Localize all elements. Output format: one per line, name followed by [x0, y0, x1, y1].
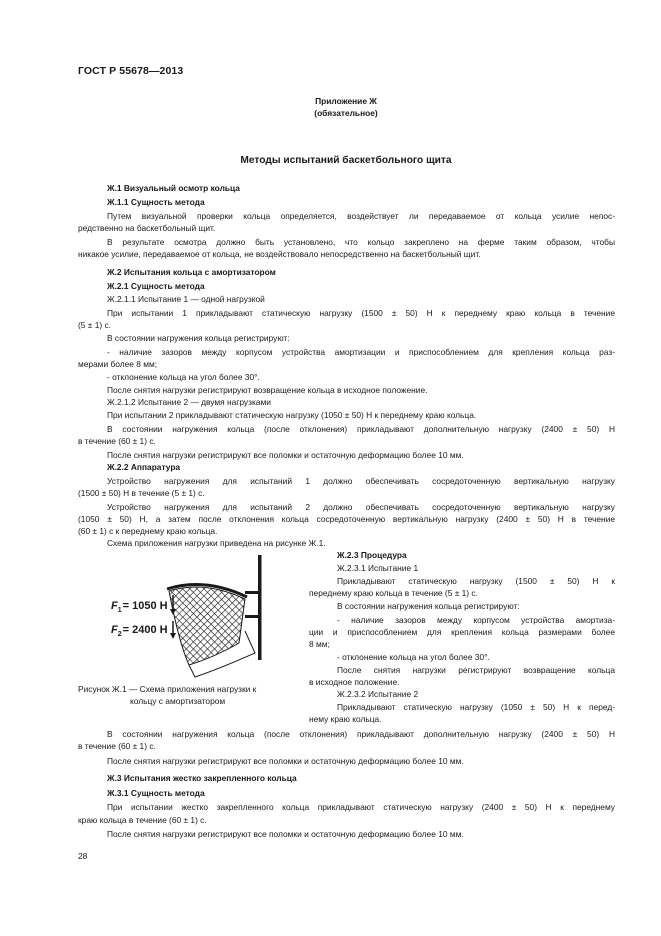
paragraph-line: краю кольца в течение (60 ± 1) с.	[78, 815, 207, 825]
net	[169, 587, 245, 665]
paragraph-line: После снятия нагрузки регистрируют возвращение кольца в исходное положение.	[107, 385, 428, 395]
paragraph-line: нему краю кольца.	[309, 714, 382, 724]
paragraph-line: В результате осмотра должно быть установлено, что кольцо закреплено на ферме таким образом, чтобы	[107, 237, 615, 247]
paragraph-line: (1050 ± 50) Н, а затем после отклонения кольца сосредоточенную вертикальную нагрузку (2400 ± 50) Н в течение	[78, 514, 615, 524]
subsection-heading: Ж.3.1 Сущность метода	[107, 788, 205, 798]
paragraph-line: - наличие зазоров между корпусом устройства амортиза-	[337, 615, 615, 625]
mount-bracket	[245, 615, 259, 618]
appendix-subtitle: (обязательное)	[314, 108, 378, 118]
subsection-heading: Ж.2.2 Аппаратура	[107, 462, 181, 472]
paragraph-line: При испытании жестко закрепленного кольца прикладывают статическую нагрузку (2400 ± 50) Н к переднему	[107, 802, 615, 812]
section-heading: Ж.2 Испытания кольца с амортизатором	[107, 267, 276, 277]
paragraph-line: редственно на баскетбольный щит.	[78, 223, 216, 233]
force-label-f1: $F_1= 1050$ Н	[111, 600, 168, 614]
paragraph-line: В состоянии нагружения кольца регистрируют:	[337, 601, 520, 611]
paragraph-line: Путем визуальной проверки кольца определяется, воздействует ли передаваемое от кольца усилие непос-	[107, 211, 615, 221]
section-heading: Ж.3 Испытания жестко закрепленного кольца	[107, 773, 297, 783]
paragraph-line: - наличие зазоров между корпусом устройства амортизации и приспособлением для крепления кольца раз-	[107, 347, 615, 357]
subsection-heading: Ж.2.3 Процедура	[337, 550, 407, 560]
paragraph-line: в исходное положение.	[309, 677, 400, 687]
figure-basket-ring-diagram	[105, 553, 275, 678]
appendix-title: Приложение Ж	[315, 96, 377, 106]
paragraph-line: В состоянии нагружения кольца (после отклонения) прикладывают дополнительную нагрузку (2400 ± 50) Н	[107, 424, 615, 434]
paragraph-line: в течение (60 ± 1) с.	[78, 436, 156, 446]
page-number: 28	[78, 851, 88, 861]
paragraph-line: После снятия нагрузки регистрируют возвращение кольца	[337, 665, 615, 675]
paragraph-line: В состоянии нагружения кольца регистрируют:	[107, 333, 290, 343]
section-heading: Ж.1 Визуальный осмотр кольца	[107, 183, 240, 193]
paragraph-line: - отклонение кольца на угол более 30°.	[337, 652, 490, 662]
paragraph-line: Прикладывают статическую нагрузку (1500 ± 50) Н к	[337, 576, 615, 586]
paragraph-line: После снятия нагрузки регистрируют все поломки и остаточную деформацию более 10 мм.	[107, 829, 464, 839]
paragraph-line: ции и приспособлением для крепления кольца размерами более	[309, 627, 615, 637]
paragraph-line: Устройство нагружения для испытаний 2 должно обеспечивать сосредоточенную вертикальную нагрузку	[107, 502, 615, 512]
document-title: Методы испытаний баскетбольного щита	[240, 155, 452, 166]
paragraph-line: никакое усилие, передаваемое от кольца, не воздействовало непосредственно на баскетбольный щит.	[78, 249, 481, 259]
backboard-post	[258, 555, 262, 660]
clause-heading: Ж.2.1.2 Испытание 2 — двумя нагрузками	[107, 397, 271, 407]
paragraph-line: После снятия нагрузки регистрируют все поломки и остаточную деформацию более 10 мм.	[107, 450, 464, 460]
standard-number: ГОСТ Р 55678—2013	[78, 65, 184, 77]
paragraph-line: Схема приложения нагрузки приведена на рисунке Ж.1.	[107, 538, 326, 548]
subsection-heading: Ж.1.1 Сущность метода	[107, 197, 205, 207]
figure-caption: Рисунок Ж.1 — Схема приложения нагрузки к	[78, 684, 257, 694]
paragraph-line: переднему краю кольца в течение (5 ± 1) с.	[309, 588, 478, 598]
force-label-f2: $F_2= 2400$ Н	[111, 624, 168, 638]
subsection-heading: Ж.2.1 Сущность метода	[107, 281, 205, 291]
paragraph-line: При испытании 1 прикладывают статическую нагрузку (1500 ± 50) Н к переднему краю кольца в течение	[107, 308, 615, 318]
figure-caption: кольцу с амортизатором	[130, 696, 226, 706]
paragraph-line: (5 ± 1) с.	[78, 320, 111, 330]
paragraph-line: (60 ± 1) с к переднему краю кольца.	[78, 526, 218, 536]
paragraph-line: (1500 ± 50) Н в течение (5 ± 1) с.	[78, 488, 205, 498]
mount-bracket	[245, 591, 259, 594]
paragraph-line: Устройство нагружения для испытаний 1 должно обеспечивать сосредоточенную вертикальную нагрузку	[107, 476, 615, 486]
paragraph-line: 8 мм;	[309, 639, 330, 649]
paragraph-line: мерами более 8 мм;	[78, 359, 158, 369]
paragraph-line: в течение (60 ± 1) с.	[78, 741, 156, 751]
paragraph-line: В состоянии нагружения кольца (после отклонения) прикладывают дополнительную нагрузку (2400 ± 50) Н	[107, 729, 615, 739]
clause-heading: Ж.2.3.2 Испытание 2	[337, 689, 419, 699]
paragraph-line: После снятия нагрузки регистрируют все поломки и остаточную деформацию более 10 мм.	[107, 756, 464, 766]
paragraph-line: - отклонение кольца на угол более 30°.	[107, 372, 260, 382]
clause-heading: Ж.2.3.1 Испытание 1	[337, 563, 419, 573]
paragraph-line: Прикладывают статическую нагрузку (1050 ± 50) Н к перед-	[337, 702, 615, 712]
clause-heading: Ж.2.1.1 Испытание 1 — одной нагрузкой	[107, 294, 265, 304]
paragraph-line: При испытании 2 прикладывают статическую нагрузку (1050 ± 50) Н к переднему краю кольца.	[107, 410, 477, 420]
